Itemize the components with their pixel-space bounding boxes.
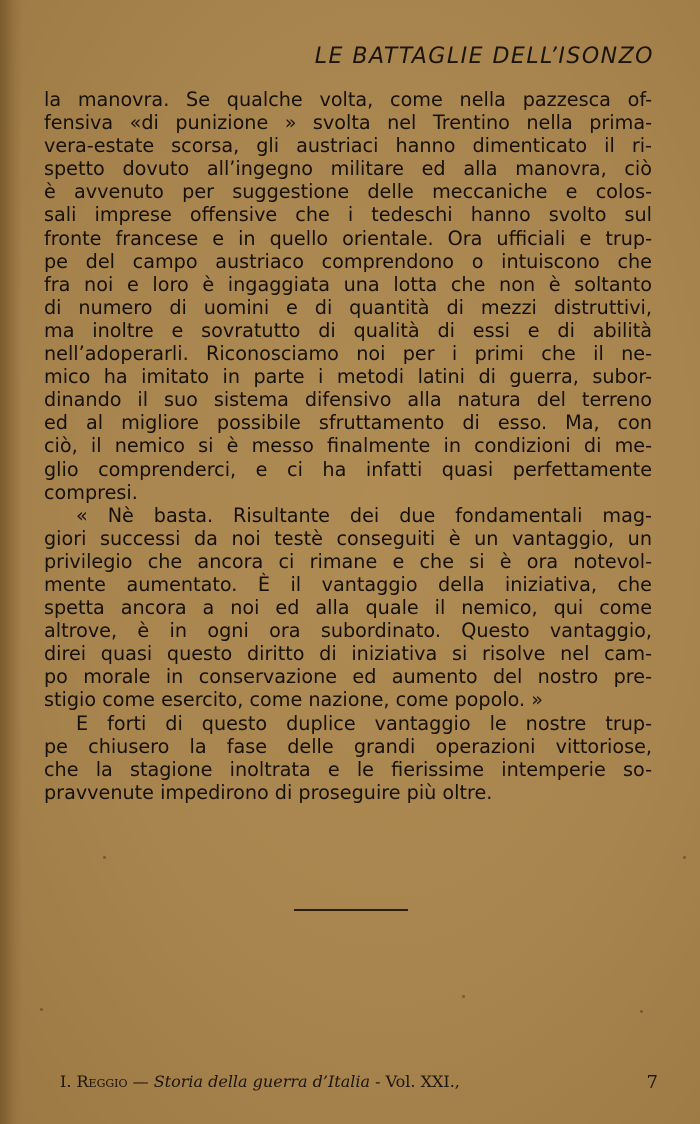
text-line: vera-estate scorsa, gli austriaci hanno dimenticato il ri-	[44, 134, 652, 158]
text-line: E forti di questo duplice vantaggio le nostre trup-	[76, 711, 652, 735]
text-line: che la stagione inoltrata e le fierissime intemperie so-	[44, 757, 652, 781]
paper-speck	[40, 1008, 43, 1011]
paragraph	[44, 504, 652, 712]
text-line: dinando il suo sistema difensivo alla natura del terreno	[44, 388, 652, 412]
text-line: glio comprenderci, e ci ha infatti quasi perfettamente	[44, 457, 652, 481]
running-head: LE BATTAGLIE DELL’ISONZO	[314, 44, 654, 69]
text-line: stigio come esercito, come nazione, come popolo. »	[44, 688, 543, 712]
text-line: nell’adoperarli. Riconosciamo noi per i primi che il ne-	[44, 342, 652, 366]
page-number: 7	[646, 1072, 658, 1093]
footer-separator: —	[127, 1072, 154, 1091]
paper-speck	[103, 856, 106, 859]
paper-speck	[640, 1010, 643, 1013]
text-line: ciò, il nemico si è messo finalmente in condizioni di me-	[44, 434, 652, 458]
text-line: privilegio che ancora ci rimane e che si è ora notevol-	[44, 549, 652, 573]
paragraph	[44, 88, 652, 504]
footer-signature	[60, 1072, 460, 1091]
section-divider	[294, 909, 408, 911]
text-line: mico ha imitato in parte i metodi latini di guerra, subor-	[44, 365, 652, 389]
text-line: fronte francese e in quello orientale. Ora ufficiali e trup-	[44, 226, 652, 250]
footer-author: I. Reggio	[60, 1072, 128, 1091]
text-line: spetta ancora a noi ed alla quale il nemico, qui come	[44, 596, 652, 620]
text-line: fra noi e loro è ingaggiata una lotta che non è soltanto	[44, 272, 652, 296]
text-line: spetto dovuto all’ingegno militare ed alla manovra, ciò	[44, 157, 652, 181]
text-line: altrove, è in ogni ora subordinato. Questo vantaggio,	[44, 619, 652, 643]
text-line: po morale in conservazione ed aumento del nostro pre-	[44, 665, 652, 689]
body-text	[44, 88, 652, 804]
paper-speck	[462, 995, 465, 998]
text-line: giori successi da noi testè conseguiti è un vantaggio, un	[44, 526, 652, 550]
text-line: ma inoltre e sovratutto di qualità di essi e di abilità	[44, 318, 652, 342]
text-line: è avvenuto per suggestione delle meccaniche e colos-	[44, 180, 652, 204]
text-line: pe del campo austriaco comprendono o intuiscono che	[44, 249, 652, 273]
text-line: compresi.	[44, 480, 138, 504]
text-line: mente aumentato. È il vantaggio della iniziativa, che	[44, 572, 652, 596]
text-line: ed al migliore possibile sfruttamento di esso. Ma, con	[44, 411, 652, 435]
text-line: direi quasi questo diritto di iniziativa si risolve nel cam-	[44, 642, 652, 666]
text-line: pravvenute impedirono di proseguire più oltre.	[44, 780, 493, 804]
text-line: di numero di uomini e di quantità di mezzi distruttivi,	[44, 295, 652, 319]
paragraph	[44, 712, 652, 804]
text-line: sali imprese offensive che i tedeschi hanno svolto sul	[44, 203, 652, 227]
text-line: « Nè basta. Risultante dei due fondamentali mag-	[76, 503, 652, 527]
text-line: fensiva «di punizione » svolta nel Trentino nella prima-	[44, 111, 652, 135]
text-line: pe chiusero la fase delle grandi operazioni vittoriose,	[44, 734, 652, 758]
footer-volume: - Vol. XXI.,	[370, 1072, 460, 1091]
text-line: la manovra. Se qualche volta, come nella pazzesca of-	[44, 88, 652, 111]
footer-title: Storia della guerra d’Italia	[153, 1072, 370, 1091]
paper-speck	[683, 856, 686, 859]
